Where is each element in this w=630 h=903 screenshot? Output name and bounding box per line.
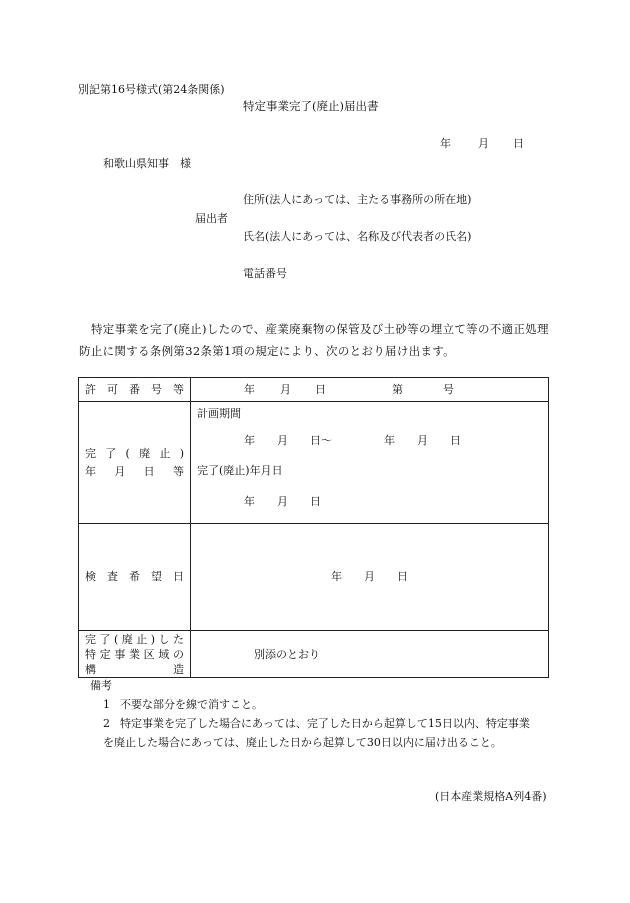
note-2-line-1: 特定事業を完了した場合にあっては、完了した日から起算して15日以内、特定事業	[120, 717, 530, 730]
structure-label-line-1: 完了(廃止)した	[85, 632, 184, 646]
note-2-line-2: を廃止した場合にあっては、廃止した日から起算して30日以内に届け出ること。	[103, 736, 502, 749]
inspection-date: 年 月 日	[331, 570, 408, 583]
date-month: 月	[478, 137, 489, 150]
inspection-value-cell[interactable]	[191, 524, 549, 631]
structure-value-cell[interactable]	[191, 631, 549, 678]
table-row-permit	[79, 378, 549, 402]
permit-value-cell[interactable]	[191, 378, 549, 402]
inspection-label-cell	[79, 524, 191, 631]
table-row-inspection	[79, 524, 549, 631]
body-line-2: 防止に関する条例第32条第1項の規定により、次のとおり届け出ます。	[79, 344, 455, 358]
notifier-name: 氏名(法人にあっては、名称及び代表者の氏名)	[243, 230, 472, 243]
permit-dai: 第	[392, 383, 403, 396]
completion-label-line-2: 年月日等	[85, 464, 184, 478]
date-year: 年	[440, 137, 451, 150]
notifier-address: 住所(法人にあっては、主たる事務所の所在地)	[243, 193, 472, 206]
completion-date-label: 完了(廃止)年月日	[197, 464, 283, 477]
note-2-number: 2	[103, 717, 110, 730]
completion-value-cell[interactable]	[191, 402, 549, 524]
structure-value: 別添のとおり	[254, 648, 320, 661]
plan-period-from: 年 月 日～	[244, 434, 332, 447]
structure-label-cell	[79, 631, 191, 678]
completion-label-line-1: 完了(廃止)	[85, 446, 184, 460]
plan-period-to: 年 月 日	[384, 434, 461, 447]
permit-month: 月	[280, 383, 291, 396]
plan-period-label: 計画期間	[197, 407, 241, 420]
addressee: 和歌山県知事 様	[103, 157, 191, 170]
date-day: 日	[513, 137, 524, 150]
note-1-text: 不要な部分を線で消すこと。	[120, 698, 263, 711]
notifier-phone: 電話番号	[243, 267, 287, 280]
body-line-1: 特定事業を完了(廃止)したので、産業廃棄物の保管及び土砂等の埋立て等の不適正処理	[91, 322, 549, 336]
note-1-number: 1	[103, 698, 110, 711]
table-row-structure	[79, 631, 549, 678]
structure-label-line-3: 構造	[85, 662, 184, 676]
permit-year: 年	[244, 383, 255, 396]
structure-label-line-2: 特定事業区域の	[85, 647, 184, 661]
document-title: 特定事業完了(廃止)届出書	[243, 99, 379, 113]
paper-size-note: (日本産業規格A列4番)	[435, 790, 547, 803]
body-paragraph	[79, 318, 549, 362]
permit-day: 日	[315, 383, 326, 396]
completion-label-cell	[79, 402, 191, 524]
remarks-heading: 備考	[90, 679, 112, 692]
table-row-completion	[79, 402, 549, 524]
completion-date: 年 月 日	[244, 495, 321, 508]
form-number: 別記第16号様式(第24条関係)	[78, 83, 225, 96]
form-table	[78, 377, 549, 678]
permit-go: 号	[443, 383, 454, 396]
permit-label: 許可番号等	[85, 382, 184, 396]
notifier-label: 届出者	[195, 212, 228, 225]
inspection-label: 検査希望日	[85, 570, 184, 583]
permit-label-cell	[79, 378, 191, 402]
